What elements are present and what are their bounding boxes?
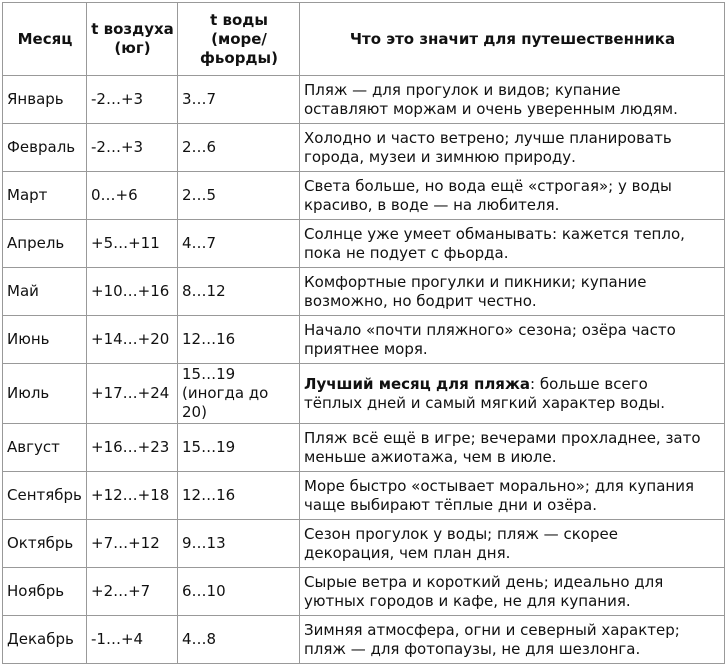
- meaning-line-1: : больше всего: [530, 374, 648, 393]
- meaning-line-1: Солнце уже умеет обманывать: кажется тепло,: [304, 224, 685, 243]
- table-header-row: [3, 3, 725, 76]
- month-cell: Июль: [3, 364, 87, 424]
- air-temp-cell: +16…+23: [87, 424, 178, 472]
- table-row: [3, 76, 725, 124]
- meaning-line-2: декорация, чем план дня.: [304, 543, 511, 562]
- meaning-cell: [300, 172, 725, 220]
- meaning-line-1: Пляж — для прогулок и видов; купание: [304, 80, 621, 99]
- meaning-line-1: Зимняя атмосфера, огни и северный характер;: [304, 620, 680, 639]
- table-row: [3, 616, 725, 664]
- air-temp-cell: +7…+12: [87, 520, 178, 568]
- meaning-line-2: возможно, но бодрит честно.: [304, 291, 537, 310]
- meaning-line-2: чаще выбирают тёплые дни и озёра.: [304, 495, 597, 514]
- meaning-line-2: меньше ажиотажа, чем в июле.: [304, 447, 557, 466]
- table-row: [3, 472, 725, 520]
- air-temp-cell: -2…+3: [87, 76, 178, 124]
- air-temp-cell: -2…+3: [87, 124, 178, 172]
- meaning-highlight: Лучший месяц для пляжа: [304, 374, 530, 393]
- meaning-line-2: красиво, в воде — на любителя.: [304, 195, 560, 214]
- air-temp-cell: 0…+6: [87, 172, 178, 220]
- water-temp-cell: 6…10: [178, 568, 300, 616]
- meaning-line-1: Комфортные прогулки и пикники; купание: [304, 272, 647, 291]
- water-temp-cell: 2…5: [178, 172, 300, 220]
- water-temp-cell: 4…7: [178, 220, 300, 268]
- climate-table: [2, 2, 725, 664]
- meaning-line-2: пляж — для фотопаузы, не для шезлонга.: [304, 639, 641, 658]
- month-cell: Июнь: [3, 316, 87, 364]
- water-temp-cell: 2…6: [178, 124, 300, 172]
- water-temp-cell: 15…19: [178, 424, 300, 472]
- meaning-cell: [300, 364, 725, 424]
- meaning-cell: [300, 268, 725, 316]
- water-temp-cell: 12…16: [178, 316, 300, 364]
- meaning-line-2: уютных городов и кафе, не для купания.: [304, 591, 631, 610]
- water-temp-line-2: (иногда до: [182, 384, 269, 402]
- header-meaning: Что это значит для путешественника: [300, 3, 725, 76]
- meaning-cell: [300, 568, 725, 616]
- meaning-cell: [300, 76, 725, 124]
- water-temp-cell: 8…12: [178, 268, 300, 316]
- water-temp-line-1: 15…19: [182, 365, 236, 383]
- air-temp-cell: +17…+24: [87, 364, 178, 424]
- table-row: [3, 424, 725, 472]
- air-temp-cell: -1…+4: [87, 616, 178, 664]
- meaning-line-2: пока не подует с фьорда.: [304, 243, 509, 262]
- month-cell: Декабрь: [3, 616, 87, 664]
- air-temp-cell: +10…+16: [87, 268, 178, 316]
- month-cell: Ноябрь: [3, 568, 87, 616]
- table-row: [3, 568, 725, 616]
- table-row: [3, 124, 725, 172]
- water-temp-cell: 4…8: [178, 616, 300, 664]
- meaning-line-1: Начало «почти пляжного» сезона; озёра часто: [304, 320, 676, 339]
- meaning-cell: [300, 472, 725, 520]
- meaning-line-1: Света больше, но вода ещё «строгая»; у воды: [304, 176, 672, 195]
- water-temp-cell: [178, 364, 300, 424]
- meaning-cell: [300, 616, 725, 664]
- month-cell: Октябрь: [3, 520, 87, 568]
- header-month: Месяц: [3, 3, 87, 76]
- meaning-cell: [300, 520, 725, 568]
- air-temp-cell: +12…+18: [87, 472, 178, 520]
- meaning-cell: [300, 124, 725, 172]
- month-cell: Май: [3, 268, 87, 316]
- table-row: [3, 364, 725, 424]
- air-temp-cell: +2…+7: [87, 568, 178, 616]
- table-row: [3, 268, 725, 316]
- water-temp-cell: 3…7: [178, 76, 300, 124]
- meaning-line-2: приятнее моря.: [304, 339, 428, 358]
- meaning-line-2: тёплых дней и самый мягкий характер воды.: [304, 393, 666, 412]
- meaning-cell: [300, 424, 725, 472]
- table-row: [3, 520, 725, 568]
- water-temp-cell: 9…13: [178, 520, 300, 568]
- air-temp-cell: +5…+11: [87, 220, 178, 268]
- header-water-temp: t воды (море/ фьорды): [178, 3, 300, 76]
- air-temp-cell: +14…+20: [87, 316, 178, 364]
- header-air-temp: t воздуха (юг): [87, 3, 178, 76]
- month-cell: Апрель: [3, 220, 87, 268]
- meaning-line-1: Пляж всё ещё в игре; вечерами прохладнее, зато: [304, 428, 701, 447]
- meaning-line-1: Холодно и часто ветрено; лучше планировать: [304, 128, 672, 147]
- meaning-line-2: города, музеи и зимнюю природу.: [304, 147, 576, 166]
- meaning-line-1: Сырые ветра и короткий день; идеально для: [304, 572, 664, 591]
- month-cell: Январь: [3, 76, 87, 124]
- month-cell: Март: [3, 172, 87, 220]
- month-cell: Август: [3, 424, 87, 472]
- meaning-cell: [300, 220, 725, 268]
- meaning-line-2: оставляют моржам и очень уверенным людям.: [304, 99, 678, 118]
- water-temp-cell: 12…16: [178, 472, 300, 520]
- table-row: [3, 316, 725, 364]
- table-row: [3, 220, 725, 268]
- water-temp-line-3: 20): [182, 403, 207, 421]
- month-cell: Февраль: [3, 124, 87, 172]
- table-row: [3, 172, 725, 220]
- meaning-line-1: Море быстро «остывает морально»; для купания: [304, 476, 695, 495]
- meaning-line-1: Сезон прогулок у воды; пляж — скорее: [304, 524, 618, 543]
- month-cell: Сентябрь: [3, 472, 87, 520]
- meaning-cell: [300, 316, 725, 364]
